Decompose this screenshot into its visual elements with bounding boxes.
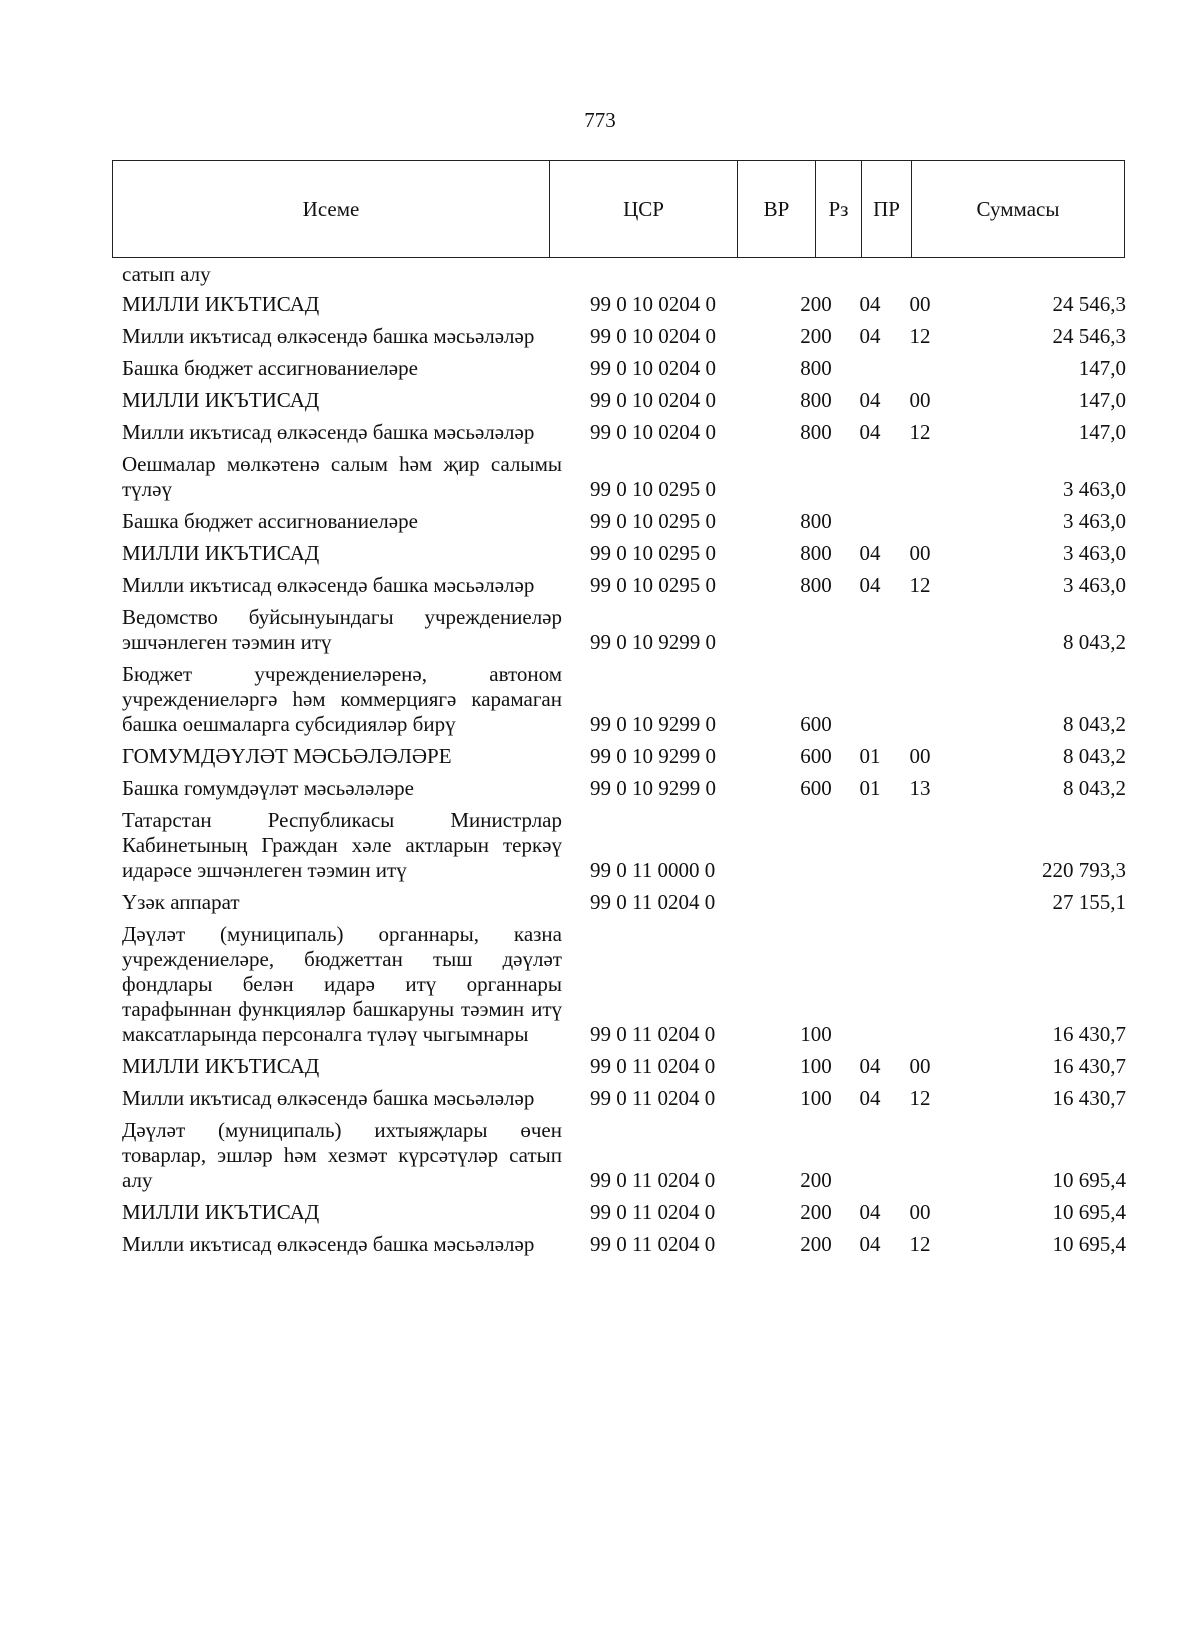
cell-sum: 3 463,0	[1063, 541, 1126, 565]
cell-name: Милли икътисад өлкәсендә башка мәсьәләләр	[122, 1086, 535, 1110]
table-row	[0, 1232, 1200, 1257]
cell-vr: 200	[800, 1232, 832, 1256]
cell-sum: 10 695,4	[1052, 1168, 1126, 1192]
cell-name: Бюджет учреждениеләренә, автоном учреждениеләргә һәм коммерциягә карамаган башка оешмаларга субсидияләр бирү	[122, 662, 562, 736]
cell-name: Дәүләт (муниципаль) органнары, казна учреждениеләре, бюджеттан тыш дәүләт фондлары белән идарә итү органнары тарафыннан функцияләр башкаруны тәэмин итү максатларында персоналга түләү чыгымнары	[122, 922, 562, 1046]
cell-name: ГОМУМДӘҮЛӘТ МӘСЬӘЛӘЛӘРЕ	[122, 744, 452, 768]
cell-csr: 99 0 10 0295 0	[590, 573, 716, 597]
cell-rz: 04	[859, 292, 881, 316]
cell-sum: 8 043,2	[1063, 630, 1126, 654]
cell-sum: 220 793,3	[1042, 858, 1126, 882]
cell-name: Башка бюджет ассигнованиеләре	[122, 509, 418, 533]
table-row	[0, 1054, 1200, 1079]
cell-name: Башка бюджет ассигнованиеләре	[122, 356, 418, 380]
cell-sum: 16 430,7	[1052, 1086, 1126, 1110]
cell-sum: 147,0	[1078, 388, 1126, 412]
cell-vr: 800	[800, 388, 832, 412]
cell-sum: 8 043,2	[1063, 776, 1126, 800]
cell-vr: 200	[800, 1200, 832, 1224]
cell-name: МИЛЛИ ИКЪТИСАД	[122, 388, 320, 412]
cell-vr: 800	[800, 541, 832, 565]
cell-name: Башка гомумдәүләт мәсьәләләре	[122, 776, 414, 800]
cell-csr: 99 0 10 0295 0	[590, 541, 716, 565]
cell-csr: 99 0 10 9299 0	[590, 630, 716, 654]
cell-sum: 27 155,1	[1052, 890, 1126, 914]
table-row	[0, 1200, 1200, 1225]
cell-sum: 10 695,4	[1052, 1200, 1126, 1224]
table-body	[0, 262, 1200, 1257]
cell-csr: 99 0 10 0204 0	[590, 292, 716, 316]
table-row	[0, 420, 1200, 445]
table-row	[0, 262, 1200, 287]
cell-rz: 04	[859, 573, 881, 597]
cell-sum: 24 546,3	[1052, 292, 1126, 316]
cell-name: МИЛЛИ ИКЪТИСАД	[122, 1054, 320, 1078]
cell-name: Дәүләт (муниципаль) ихтыяҗлары өчен товарлар, эшләр һәм хезмәт күрсәтүләр сатып алу	[122, 1118, 562, 1192]
cell-vr: 100	[800, 1086, 832, 1110]
cell-vr: 800	[800, 573, 832, 597]
cell-pr: 12	[909, 1086, 931, 1110]
cell-pr: 12	[909, 324, 931, 348]
cell-vr: 600	[800, 744, 832, 768]
cell-csr: 99 0 10 0295 0	[590, 509, 716, 533]
cell-vr: 600	[800, 712, 832, 736]
cell-name: Ведомство буйсынуындагы учреждениеләр эшчәнлеген тәэмин итү	[122, 605, 562, 654]
cell-name: Оешмалар мөлкәтенә салым һәм җир салымы түләү	[122, 452, 562, 501]
cell-rz: 04	[859, 1200, 881, 1224]
cell-csr: 99 0 11 0204 0	[590, 1168, 716, 1192]
cell-pr: 00	[909, 388, 931, 412]
table-row	[0, 890, 1200, 915]
cell-rz: 04	[859, 420, 881, 444]
header-sum: Суммасы	[976, 196, 1060, 221]
cell-csr: 99 0 10 0204 0	[590, 324, 716, 348]
cell-csr: 99 0 10 0204 0	[590, 420, 716, 444]
header-rz: Рз	[816, 161, 862, 257]
cell-name: МИЛЛИ ИКЪТИСАД	[122, 292, 320, 316]
cell-name: Татарстан Республикасы Министрлар Кабинетының Граждан хәле актларын теркәү идарәсе эшчәнлеген тәэмин итү	[122, 808, 562, 882]
cell-name: МИЛЛИ ИКЪТИСАД	[122, 541, 320, 565]
cell-name: МИЛЛИ ИКЪТИСАД	[122, 1200, 320, 1224]
cell-vr: 800	[800, 509, 832, 533]
cell-sum: 10 695,4	[1052, 1232, 1126, 1256]
cell-csr: 99 0 11 0204 0	[590, 1022, 716, 1046]
table-row	[0, 1086, 1200, 1111]
table-row	[0, 776, 1200, 801]
table-row	[0, 292, 1200, 317]
table-row	[0, 452, 1200, 502]
cell-name: Милли икътисад өлкәсендә башка мәсьәләләр	[122, 573, 535, 597]
cell-rz: 04	[859, 1086, 881, 1110]
cell-pr: 00	[909, 744, 931, 768]
cell-csr: 99 0 11 0204 0	[590, 890, 716, 914]
cell-sum: 3 463,0	[1063, 477, 1126, 501]
table-row	[0, 541, 1200, 566]
cell-rz: 04	[859, 1054, 881, 1078]
cell-vr: 200	[800, 292, 832, 316]
header-name: Исеме	[113, 161, 550, 257]
table-row	[0, 1118, 1200, 1193]
cell-name: Милли икътисад өлкәсендә башка мәсьәләләр	[122, 324, 535, 348]
cell-csr: 99 0 10 9299 0	[590, 744, 716, 768]
cell-pr: 12	[909, 573, 931, 597]
cell-sum: 147,0	[1078, 356, 1126, 380]
cell-csr: 99 0 11 0204 0	[590, 1200, 716, 1224]
cell-csr: 99 0 11 0000 0	[590, 858, 716, 882]
cell-rz: 04	[859, 541, 881, 565]
cell-vr: 800	[800, 420, 832, 444]
cell-pr: 00	[909, 541, 931, 565]
table-row	[0, 808, 1200, 883]
table-row	[0, 509, 1200, 534]
cell-csr: 99 0 10 0204 0	[590, 388, 716, 412]
cell-sum: 3 463,0	[1063, 573, 1126, 597]
cell-name: Милли икътисад өлкәсендә башка мәсьәләләр	[122, 1232, 535, 1256]
cell-rz: 01	[859, 776, 881, 800]
table-row	[0, 324, 1200, 349]
cell-pr: 12	[909, 420, 931, 444]
table-row	[0, 573, 1200, 598]
cell-pr: 12	[909, 1232, 931, 1256]
cell-name: Үзәк аппарат	[122, 890, 240, 914]
cell-sum: 8 043,2	[1063, 712, 1126, 736]
cell-rz: 04	[859, 388, 881, 412]
table-row	[0, 356, 1200, 381]
table-row	[0, 922, 1200, 1047]
cell-pr: 13	[909, 776, 931, 800]
cell-sum: 16 430,7	[1052, 1022, 1126, 1046]
cell-csr: 99 0 11 0204 0	[590, 1054, 716, 1078]
cell-name: Милли икътисад өлкәсендә башка мәсьәләләр	[122, 420, 535, 444]
cell-csr: 99 0 10 9299 0	[590, 712, 716, 736]
header-vr: ВР	[738, 161, 816, 257]
cell-csr: 99 0 10 9299 0	[590, 776, 716, 800]
cell-sum: 24 546,3	[1052, 324, 1126, 348]
cell-vr: 100	[800, 1054, 832, 1078]
cell-csr: 99 0 10 0295 0	[590, 477, 716, 501]
cell-pr: 00	[909, 292, 931, 316]
cell-csr: 99 0 11 0204 0	[590, 1086, 716, 1110]
table-row	[0, 388, 1200, 413]
cell-rz: 04	[859, 324, 881, 348]
table-row	[0, 605, 1200, 655]
cell-sum: 147,0	[1078, 420, 1126, 444]
cell-sum: 16 430,7	[1052, 1054, 1126, 1078]
cell-vr: 800	[800, 356, 832, 380]
header-csr: ЦСР	[550, 161, 738, 257]
cell-vr: 600	[800, 776, 832, 800]
cell-csr: 99 0 10 0204 0	[590, 356, 716, 380]
table-header	[112, 160, 1125, 258]
cell-sum: 8 043,2	[1063, 744, 1126, 768]
cell-vr: 200	[800, 1168, 832, 1192]
cell-vr: 200	[800, 324, 832, 348]
table-row	[0, 744, 1200, 769]
cell-name: сатып алу	[122, 262, 211, 286]
page-number: 773	[584, 108, 616, 132]
cell-pr: 00	[909, 1054, 931, 1078]
header-pr: ПР	[862, 161, 912, 257]
cell-rz: 04	[859, 1232, 881, 1256]
table-row	[0, 662, 1200, 737]
cell-sum: 3 463,0	[1063, 509, 1126, 533]
cell-pr: 00	[909, 1200, 931, 1224]
cell-csr: 99 0 11 0204 0	[590, 1232, 716, 1256]
cell-vr: 100	[800, 1022, 832, 1046]
cell-rz: 01	[859, 744, 881, 768]
